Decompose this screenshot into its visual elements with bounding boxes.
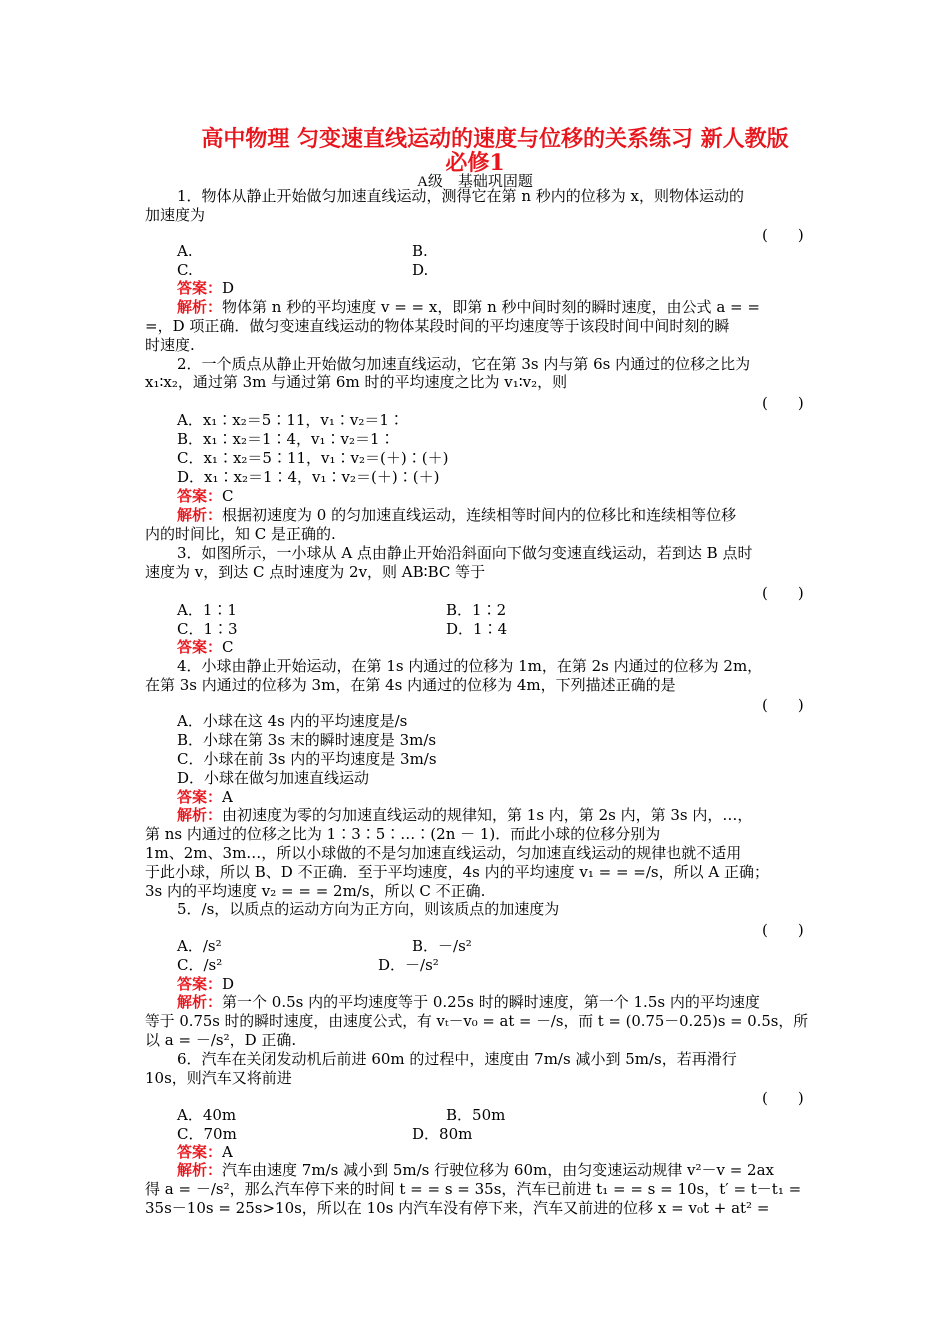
q1-answer-paren: ( )	[762, 226, 804, 244]
q6-option-a: A．40m	[177, 1106, 237, 1124]
q2-text-line1: 2．一个质点从静止开始做匀加速直线运动，它在第 3s 内与第 6s 内通过的位移之比为	[177, 355, 751, 373]
q2-analysis-line2: 内的时间比，知 C 是正确的.	[145, 525, 336, 543]
answer-label: 答案：	[177, 788, 223, 806]
q2-option-a: A．x₁∶x₂＝5∶11，v₁∶v₂＝1∶	[177, 411, 404, 429]
q5-analysis-line3: 以 a = －/s²，D 正确.	[145, 1031, 297, 1049]
q6-analysis-line1	[177, 1161, 774, 1180]
q1-option-c: C.	[177, 261, 193, 279]
q5-option-a: A．/s²	[177, 937, 222, 955]
analysis-label: 解析：	[177, 1161, 223, 1179]
q3-text-line2: 速度为 v，到达 C 点时速度为 2v，则 AB∶BC 等于	[145, 563, 486, 581]
q1-answer	[177, 279, 234, 298]
q4-answer	[177, 788, 233, 807]
q2-text-line2: x₁∶x₂，通过第 3m 与通过第 6m 时的平均速度之比为 v₁∶v₂，则	[145, 373, 568, 391]
doc-title-line1: 高中物理 匀变速直线运动的速度与位移的关系练习 新人教版	[201, 126, 789, 152]
section-level-heading: A级 基础巩固题	[417, 174, 533, 190]
q3-option-b: B．1∶2	[446, 601, 507, 619]
analysis-label: 解析：	[177, 298, 223, 316]
q4-text-line2: 在第 3s 内通过的位移为 3m，在第 4s 内通过的位移为 4m，下列描述正确的是	[145, 676, 676, 694]
q4-answer-paren: ( )	[762, 696, 804, 714]
q5-option-b: B．－/s²	[412, 937, 472, 955]
q6-analysis-text1: 汽车由速度 7m/s 减小到 5m/s 行驶位移为 60m，由匀变速运动规律 v²－v = 2ax	[222, 1161, 774, 1179]
q2-answer-value: C	[222, 487, 234, 505]
q3-answer-value: C	[222, 638, 234, 656]
q6-option-c: C．70m	[177, 1125, 237, 1143]
q2-analysis-text1: 根据初速度为 0 的匀加速直线运动，连续相等时间内的位移比和连续相等位移	[222, 506, 737, 524]
q2-analysis-line1	[177, 506, 736, 525]
q4-option-a: A．小球在这 4s 内的平均速度是/s	[177, 712, 408, 730]
answer-label: 答案：	[177, 638, 223, 656]
analysis-label: 解析：	[177, 506, 223, 524]
q1-answer-value: D	[222, 279, 235, 297]
q5-option-d: D．－/s²	[378, 956, 439, 974]
analysis-label: 解析：	[177, 806, 223, 824]
q2-answer-paren: ( )	[762, 394, 804, 412]
q4-analysis-line3: 1m、2m、3m…，所以小球做的不是匀加速直线运动，匀加速直线运动的规律也就不适用	[145, 844, 742, 862]
q5-analysis-text1: 第一个 0.5s 内的平均速度等于 0.25s 时的瞬时速度，第一个 1.5s 内的平均速度	[222, 993, 760, 1011]
answer-label: 答案：	[177, 279, 223, 297]
q3-answer-paren: ( )	[762, 584, 804, 602]
q4-analysis-line1	[177, 806, 752, 825]
q5-text-line1: 5．/s，以质点的运动方向为正方向，则该质点的加速度为	[177, 900, 560, 918]
q1-analysis-line3: 时速度.	[145, 336, 195, 354]
answer-label: 答案：	[177, 1143, 223, 1161]
q1-analysis-text1: 物体第 n 秒的平均速度 v = = x，即第 n 秒中间时刻的瞬时速度，由公式 a = =	[222, 298, 760, 316]
q3-option-a: A．1∶1	[177, 601, 237, 619]
q6-text-line2: 10s，则汽车又将前进	[145, 1069, 292, 1087]
q6-analysis-line3: 35s－10s = 25s>10s，所以在 10s 内汽车没有停下来，汽车又前进的位移 x = v₀t + at² =	[145, 1199, 770, 1217]
q2-option-c: C．x₁∶x₂＝5∶11，v₁∶v₂＝(＋)∶(＋)	[177, 449, 449, 467]
q5-analysis-line1	[177, 993, 760, 1012]
q4-text-line1: 4．小球由静止开始运动，在第 1s 内通过的位移为 1m，在第 2s 内通过的位移为 2m，	[177, 657, 763, 675]
q1-analysis-line2: =，D 项正确．做匀变速直线运动的物体某段时间的平均速度等于该段时间中间时刻的瞬	[145, 317, 730, 335]
q2-option-b: B．x₁∶x₂＝1∶4，v₁∶v₂＝1∶	[177, 430, 395, 448]
q6-answer-paren: ( )	[762, 1089, 804, 1107]
q3-answer	[177, 638, 234, 657]
analysis-label: 解析：	[177, 993, 223, 1011]
q1-option-b: B.	[412, 242, 428, 260]
q5-answer-value: D	[222, 975, 235, 993]
q3-option-d: D．1∶4	[446, 620, 508, 638]
q4-option-d: D．小球在做匀加速直线运动	[177, 769, 370, 787]
answer-label: 答案：	[177, 975, 223, 993]
q5-answer	[177, 975, 234, 994]
q3-option-c: C．1∶3	[177, 620, 238, 638]
q5-analysis-line2: 等于 0.75s 时的瞬时速度，由速度公式，有 vₜ－v₀ = at = －/s，而 t = (0.75－0.25)s = 0.5s，所	[145, 1012, 809, 1030]
q1-option-d: D.	[412, 261, 429, 279]
q4-analysis-line5: 3s 内的平均速度 v₂ = = = 2m/s，所以 C 不正确.	[145, 882, 486, 900]
q6-answer	[177, 1143, 233, 1162]
q4-analysis-text1: 由初速度为零的匀加速直线运动的规律知，第 1s 内，第 2s 内，第 3s 内，…，	[222, 806, 753, 824]
q2-answer	[177, 487, 234, 506]
q4-option-c: C．小球在前 3s 内的平均速度是 3m/s	[177, 750, 437, 768]
q5-option-c: C．/s²	[177, 956, 223, 974]
q2-option-d: D．x₁∶x₂＝1∶4，v₁∶v₂＝(＋)∶(＋)	[177, 468, 440, 486]
q1-analysis-line1	[177, 298, 760, 317]
q4-analysis-line2: 第 ns 内通过的位移之比为 1∶3∶5∶…∶(2n － 1)．而此小球的位移分别为	[145, 825, 661, 843]
q6-option-b: B．50m	[446, 1106, 506, 1124]
q4-option-b: B．小球在第 3s 末的瞬时速度是 3m/s	[177, 731, 437, 749]
doc-title-line2: 必修1	[445, 150, 505, 176]
q5-answer-paren: ( )	[762, 921, 804, 939]
q1-text-line1: 1．物体从静止开始做匀加速直线运动，测得它在第 n 秒内的位移为 x，则物体运动的	[177, 187, 744, 205]
q1-option-a: A.	[177, 242, 193, 260]
q6-option-d: D．80m	[412, 1125, 473, 1143]
q4-analysis-line4: 于此小球，所以 B、D 不正确．至于平均速度，4s 内的平均速度 v₁ = = =/s，所以 A 正确；	[145, 863, 769, 881]
q6-answer-value: A	[222, 1143, 233, 1161]
q6-analysis-line2: 得 a = －/s²，那么汽车停下来的时间 t = = s = 35s，汽车已前进 t₁ = = s = 10s，t′ = t－t₁ =	[145, 1180, 802, 1198]
q4-answer-value: A	[222, 788, 233, 806]
q3-text-line1: 3．如图所示，一小球从 A 点由静止开始沿斜面向下做匀变速直线运动，若到达 B 点时	[177, 544, 753, 562]
answer-label: 答案：	[177, 487, 223, 505]
q1-text-line2: 加速度为	[145, 206, 206, 224]
q6-text-line1: 6．汽车在关闭发动机后前进 60m 的过程中，速度由 7m/s 减小到 5m/s，若再滑行	[177, 1050, 737, 1068]
